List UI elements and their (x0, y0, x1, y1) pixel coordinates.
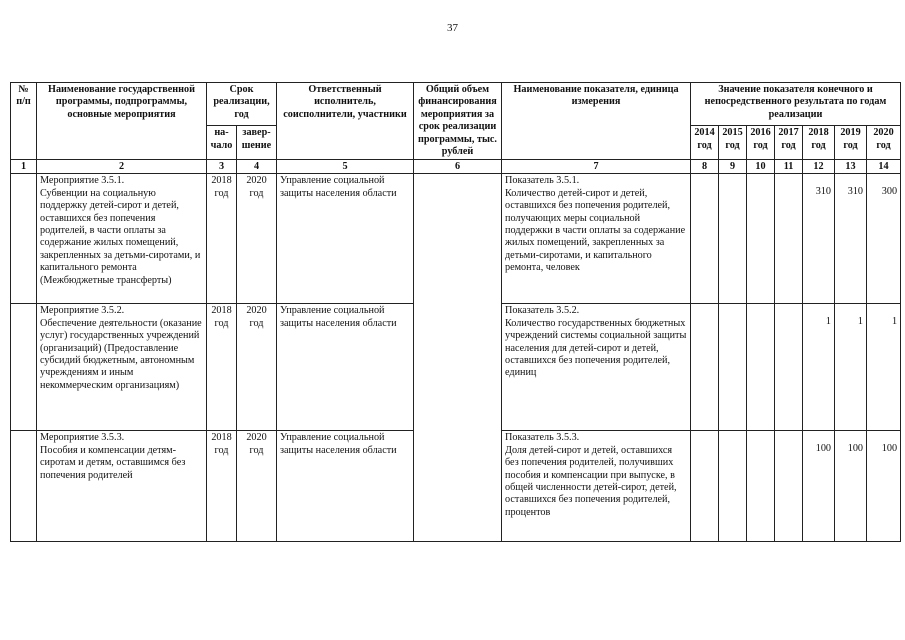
header-name: Наименование государственной программы, подпрограммы, основные мероприятия (37, 83, 207, 160)
indicator-title: Показатель 3.5.3. (505, 432, 580, 444)
header-year: 2020 год (867, 126, 901, 160)
column-number: 7 (502, 160, 691, 174)
executor: Управление социальной защиты населения области (277, 304, 414, 431)
header-row-1 (11, 83, 901, 126)
start-year: 2018 год (207, 431, 237, 542)
header-year: 2016 год (747, 126, 775, 160)
column-number: 10 (747, 160, 775, 174)
measure-title: Мероприятие 3.5.1. (40, 175, 125, 187)
value-2017 (775, 304, 803, 431)
value-2016 (747, 304, 775, 431)
value-2019: 100 (835, 431, 867, 542)
column-number: 12 (803, 160, 835, 174)
column-number: 11 (775, 160, 803, 174)
start-year: 2018 год (207, 174, 237, 304)
header-term: Срок реализации, год (207, 83, 277, 126)
indicator-cell (502, 174, 691, 304)
value-2015 (719, 431, 747, 542)
end-year: 2020 год (237, 431, 277, 542)
measure-title: Мероприятие 3.5.2. (40, 305, 125, 317)
indicator-name: Количество детей-сирот и детей, оставшихся без попечения родителей, получающих меры социальной поддержки в части оплаты за содержание жилых помещений, закрепленных за детьми-сиротами, и капитального ремонта, человек (505, 187, 686, 274)
executor: Управление социальной защиты населения области (277, 431, 414, 542)
header-end: завер-шение (237, 126, 277, 160)
column-number: 2 (37, 160, 207, 174)
page-number: 37 (447, 22, 458, 34)
value-2018: 310 (803, 174, 835, 304)
measure-title: Мероприятие 3.5.3. (40, 432, 125, 444)
executor: Управление социальной защиты населения области (277, 174, 414, 304)
program-table (10, 82, 901, 542)
column-number: 6 (414, 160, 502, 174)
measure-cell (37, 431, 207, 542)
row-number (11, 304, 37, 431)
column-number: 9 (719, 160, 747, 174)
value-2015 (719, 174, 747, 304)
header-indicator: Наименование показателя, единица измерения (502, 83, 691, 160)
value-2018: 100 (803, 431, 835, 542)
value-2014 (691, 431, 719, 542)
indicator-title: Показатель 3.5.2. (505, 305, 580, 317)
value-2014 (691, 304, 719, 431)
value-2014 (691, 174, 719, 304)
value-2020: 1 (867, 304, 901, 431)
column-number-row (11, 160, 901, 174)
header-executor: Ответственный исполнитель, соисполнители, участники (277, 83, 414, 160)
column-number: 13 (835, 160, 867, 174)
table-row (11, 174, 901, 304)
header-year: 2018 год (803, 126, 835, 160)
header-year: 2019 год (835, 126, 867, 160)
header-year: 2015 год (719, 126, 747, 160)
header-funding: Общий объем финансирования мероприятия за срок реализации программы, тыс. рублей (414, 83, 502, 160)
header-year: 2014 год (691, 126, 719, 160)
column-number: 5 (277, 160, 414, 174)
header-start: на-чало (207, 126, 237, 160)
indicator-cell (502, 304, 691, 431)
value-2016 (747, 431, 775, 542)
value-2018: 1 (803, 304, 835, 431)
value-2015 (719, 304, 747, 431)
column-number: 4 (237, 160, 277, 174)
column-number: 3 (207, 160, 237, 174)
funding (414, 174, 502, 542)
value-2017 (775, 174, 803, 304)
value-2020: 300 (867, 174, 901, 304)
value-2019: 310 (835, 174, 867, 304)
indicator-name: Количество государственных бюджетных учреждений системы социальной защиты населения для детей-сирот и детей, оставшихся без попечения родителей, единиц (505, 317, 687, 379)
end-year: 2020 год (237, 174, 277, 304)
measure-name: Субвенции на социальную поддержку детей-сирот и детей, оставшихся без попечения родителей, в части оплаты за содержание жилых помещений, закрепленных за детьми-сиротами, и капитального ремонта (Межбюджетные трансферты) (40, 187, 201, 286)
header-year: 2017 год (775, 126, 803, 160)
row-number (11, 174, 37, 304)
header-number: № п/п (11, 83, 37, 160)
indicator-cell (502, 431, 691, 542)
value-2019: 1 (835, 304, 867, 431)
header-values: Значение показателя конечного и непосредственного результата по годам реализации (691, 83, 901, 126)
measure-name: Обеспечение деятельности (оказание услуг) государственных учреждений (организаций) (Предоставление субсидий бюджетным, автономным учреждениям и иным некоммерческим организациям) (40, 317, 202, 391)
value-2017 (775, 431, 803, 542)
end-year: 2020 год (237, 304, 277, 431)
indicator-title: Показатель 3.5.1. (505, 175, 580, 187)
measure-cell (37, 174, 207, 304)
column-number: 8 (691, 160, 719, 174)
value-2020: 100 (867, 431, 901, 542)
measure-name: Пособия и компенсации детям-сиротам и детям, оставшимся без попечения родителей (40, 444, 186, 481)
column-number: 1 (11, 160, 37, 174)
indicator-name: Доля детей-сирот и детей, оставшихся без попечения родителей, получивших пособия и компенсации при выпуске, в общей численности детей-сирот, детей, оставшихся без попечения родителей, процентов (505, 444, 677, 518)
measure-cell (37, 304, 207, 431)
value-2016 (747, 174, 775, 304)
row-number (11, 431, 37, 542)
start-year: 2018 год (207, 304, 237, 431)
column-number: 14 (867, 160, 901, 174)
